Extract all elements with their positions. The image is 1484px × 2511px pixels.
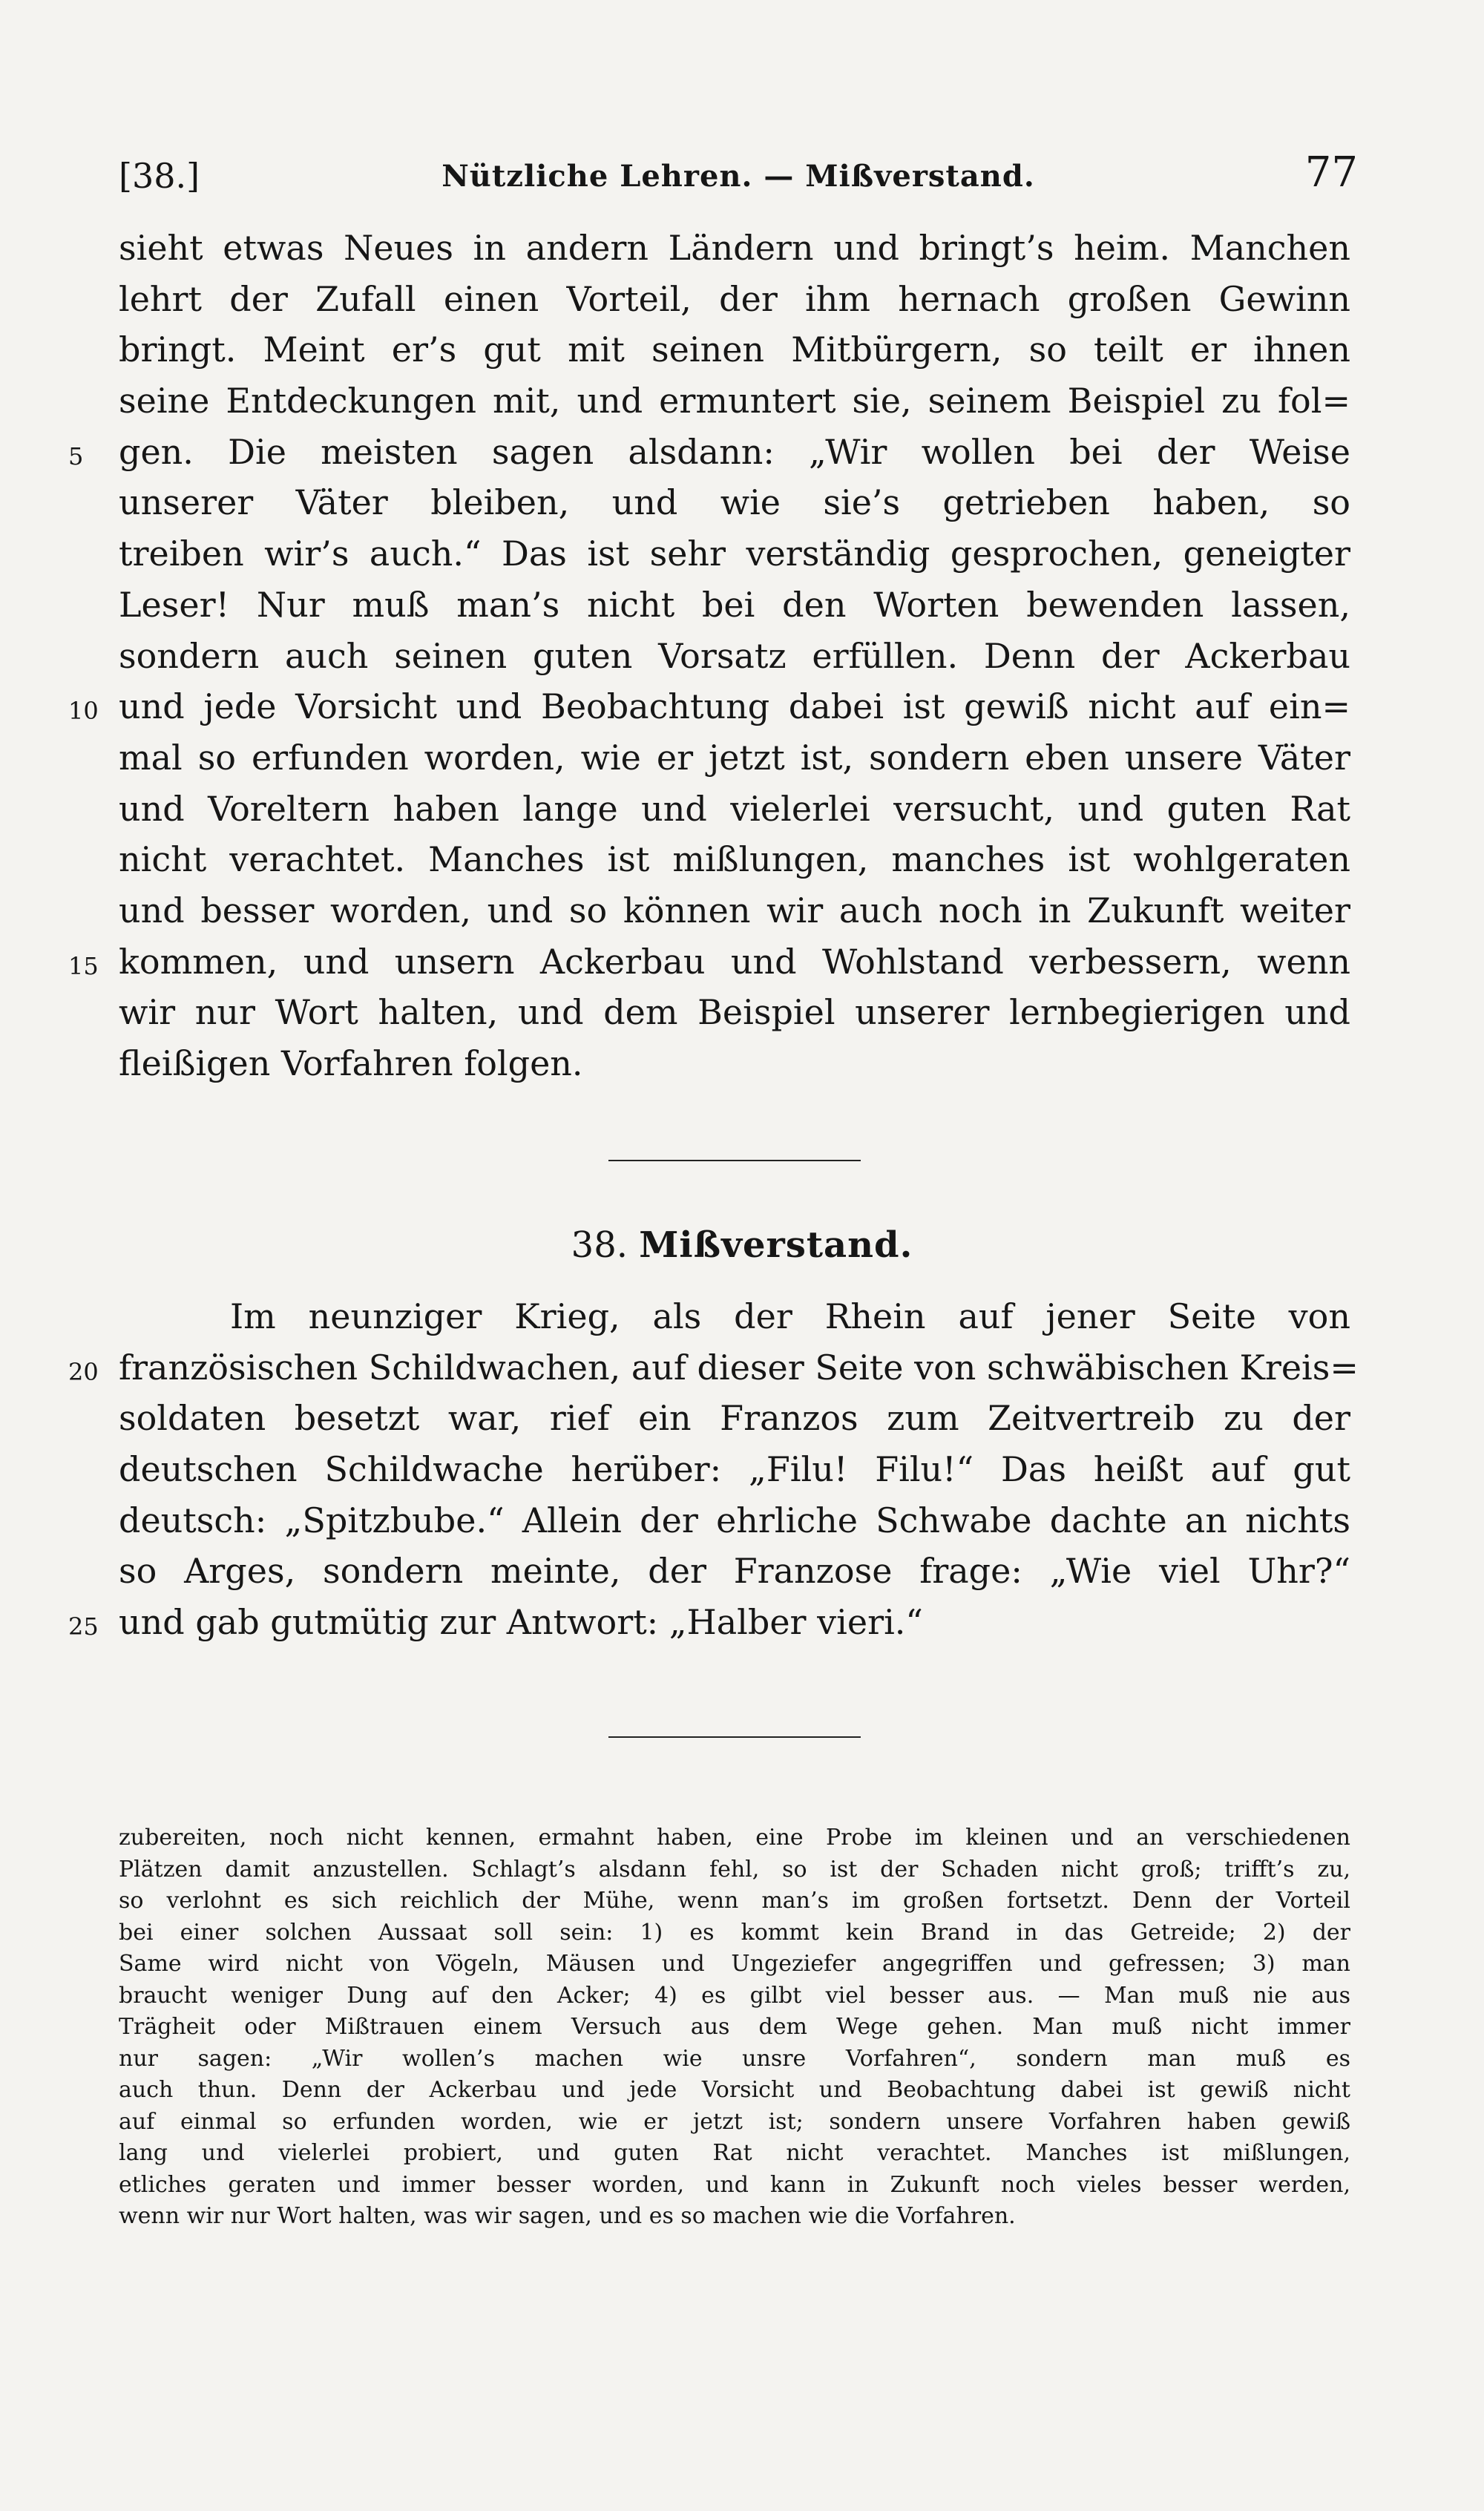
footnote-line: auf einmal so erfunden worden, wie er jetzt ist; sondern unsere Vorfahren haben gewiß	[119, 2108, 1350, 2135]
section-divider	[608, 1160, 861, 1161]
body-text	[68, 223, 1350, 1089]
text-line	[119, 1291, 1350, 1342]
line-text: nicht verachtet. Manches ist mißlungen, manches ist wohlgeraten	[119, 839, 1350, 880]
text-line	[68, 936, 1350, 988]
line-text: sieht etwas Neues in andern Ländern und bringt’s heim. Manchen	[119, 228, 1350, 268]
text-line	[68, 1342, 1359, 1394]
text-line	[119, 631, 1350, 682]
line-number: 15	[68, 951, 99, 980]
line-text: deutsch: „Spitzbube.“ Allein der ehrliche Schwabe dachte an nichts	[119, 1500, 1350, 1540]
line-text: seine Entdeckungen mit, und ermuntert sie, seinem Beispiel zu fol=	[119, 381, 1350, 421]
section-number: 38.	[571, 1224, 628, 1266]
line-text: deutschen Schildwache herüber: „Filu! Filu!“ Das heißt auf gut	[119, 1449, 1350, 1490]
line-text: sondern auch seinen guten Vorsatz erfüllen. Denn der Ackerbau	[119, 635, 1350, 676]
line-text: und gab gutmütig zur Antwort: „Halber vieri.“	[119, 1602, 923, 1643]
footnote-line: zubereiten, noch nicht kennen, ermahnt haben, eine Probe im kleinen und an verschiedenen	[119, 1825, 1350, 1851]
section-title: Mißverstand.	[639, 1224, 913, 1266]
line-text: und jede Vorsicht und Beobachtung dabei ist gewiß nicht auf ein=	[119, 686, 1350, 727]
text-line	[68, 681, 1350, 732]
text-line	[119, 987, 1350, 1038]
footnote-line: so verlohnt es sich reichlich der Mühe, wenn man’s im großen fortsetzt. Denn der Vorteil	[119, 1888, 1350, 1914]
line-text: unserer Väter bleiben, und wie sie’s getrieben haben, so	[119, 482, 1350, 523]
line-number: 5	[68, 442, 84, 470]
text-line	[119, 885, 1350, 936]
line-text: bringt. Meint er’s gut mit seinen Mitbürgern, so teilt er ihnen	[119, 329, 1350, 370]
line-text: fleißigen Vorfahren folgen.	[119, 1043, 583, 1083]
text-line	[119, 528, 1350, 580]
text-line	[119, 1393, 1350, 1444]
line-number: 25	[68, 1612, 99, 1641]
text-line	[68, 427, 1350, 478]
line-number: 20	[68, 1357, 99, 1386]
footnote-line: nur sagen: „Wir wollen’s machen wie unsre Vorfahren“, sondern man muß es	[119, 2045, 1350, 2072]
footnote	[119, 1822, 1350, 2233]
line-text: lehrt der Zufall einen Vorteil, der ihm hernach großen Gewinn	[119, 278, 1350, 319]
text-line	[68, 1597, 1350, 1648]
line-text: treiben wir’s auch.“ Das ist sehr verständig gesprochen, geneigter	[119, 534, 1350, 574]
line-text: wir nur Wort halten, und dem Beispiel unserer lernbegierigen und	[119, 992, 1350, 1033]
line-text: Leser! Nur muß man’s nicht bei den Worten bewenden lassen,	[119, 584, 1350, 625]
text-line	[119, 375, 1350, 427]
line-text: mal so erfunden worden, wie er jetzt ist, sondern eben unsere Väter	[119, 737, 1350, 778]
text-line	[119, 477, 1350, 528]
running-head	[119, 148, 1358, 215]
footnote-line: wenn wir nur Wort halten, was wir sagen, und es so machen wie die Vorfahren.	[119, 2203, 1016, 2229]
text-line	[119, 1038, 1350, 1089]
footnote-line: auch thun. Denn der Ackerbau und jede Vorsicht und Beobachtung dabei ist gewiß nicht	[119, 2077, 1350, 2103]
page-number: 77	[1304, 148, 1358, 197]
section-reference: [38.]	[119, 156, 200, 196]
footnote-line: lang und vielerlei probiert, und guten Rat nicht verachtet. Manches ist mißlungen,	[119, 2140, 1350, 2166]
line-text: so Arges, sondern meinte, der Franzose frage: „Wie viel Uhr?“	[119, 1551, 1350, 1592]
text-line	[119, 732, 1350, 784]
line-text: und Voreltern haben lange und vielerlei versucht, und guten Rat	[119, 788, 1350, 829]
line-number: 10	[68, 697, 99, 726]
text-line	[119, 223, 1350, 274]
line-text: französischen Schildwachen, auf dieser Seite von schwäbischen Kreis=	[119, 1347, 1359, 1388]
text-line	[119, 580, 1350, 631]
footnote-divider	[608, 1736, 861, 1738]
footnote-line: etliches geraten und immer besser worden, und kann in Zukunft noch vieles besser werden,	[119, 2171, 1350, 2198]
footnote-line: braucht weniger Dung auf den Acker; 4) es gilbt viel besser aus. — Man muß nie aus	[119, 1982, 1350, 2009]
text-line	[119, 1444, 1350, 1495]
text-line	[119, 834, 1350, 885]
line-text: und besser worden, und so können wir auch noch in Zukunft weiter	[119, 890, 1350, 930]
section-text	[68, 1291, 1359, 1648]
text-line	[119, 1495, 1350, 1546]
running-title: Nützliche Lehren. — Mißverstand.	[441, 159, 1035, 194]
section-heading	[0, 1224, 1484, 1266]
line-text: gen. Die meisten sagen alsdann: „Wir wollen bei der Weise	[119, 431, 1350, 472]
line-text: kommen, und unsern Ackerbau und Wohlstand verbessern, wenn	[119, 941, 1350, 982]
line-text: soldaten besetzt war, rief ein Franzos zum Zeitvertreib zu der	[119, 1398, 1350, 1439]
line-text: Im neunziger Krieg, als der Rhein auf jener Seite von	[230, 1296, 1350, 1336]
text-line	[119, 1546, 1350, 1597]
text-line	[119, 784, 1350, 835]
footnote-line: Plätzen damit anzustellen. Schlagt’s alsdann fehl, so ist der Schaden nicht groß; trifft’s zu,	[119, 1856, 1350, 1883]
footnote-line: Same wird nicht von Vögeln, Mäusen und Ungeziefer angegriffen und gefressen; 3) man	[119, 1951, 1350, 1977]
text-line	[119, 324, 1350, 375]
footnote-line: Trägheit oder Mißtrauen einem Versuch aus dem Wege gehen. Man muß nicht immer	[119, 2014, 1350, 2040]
text-line	[119, 274, 1350, 325]
footnote-line: bei einer solchen Aussaat soll sein: 1) es kommt kein Brand in das Getreide; 2) der	[119, 1919, 1350, 1946]
